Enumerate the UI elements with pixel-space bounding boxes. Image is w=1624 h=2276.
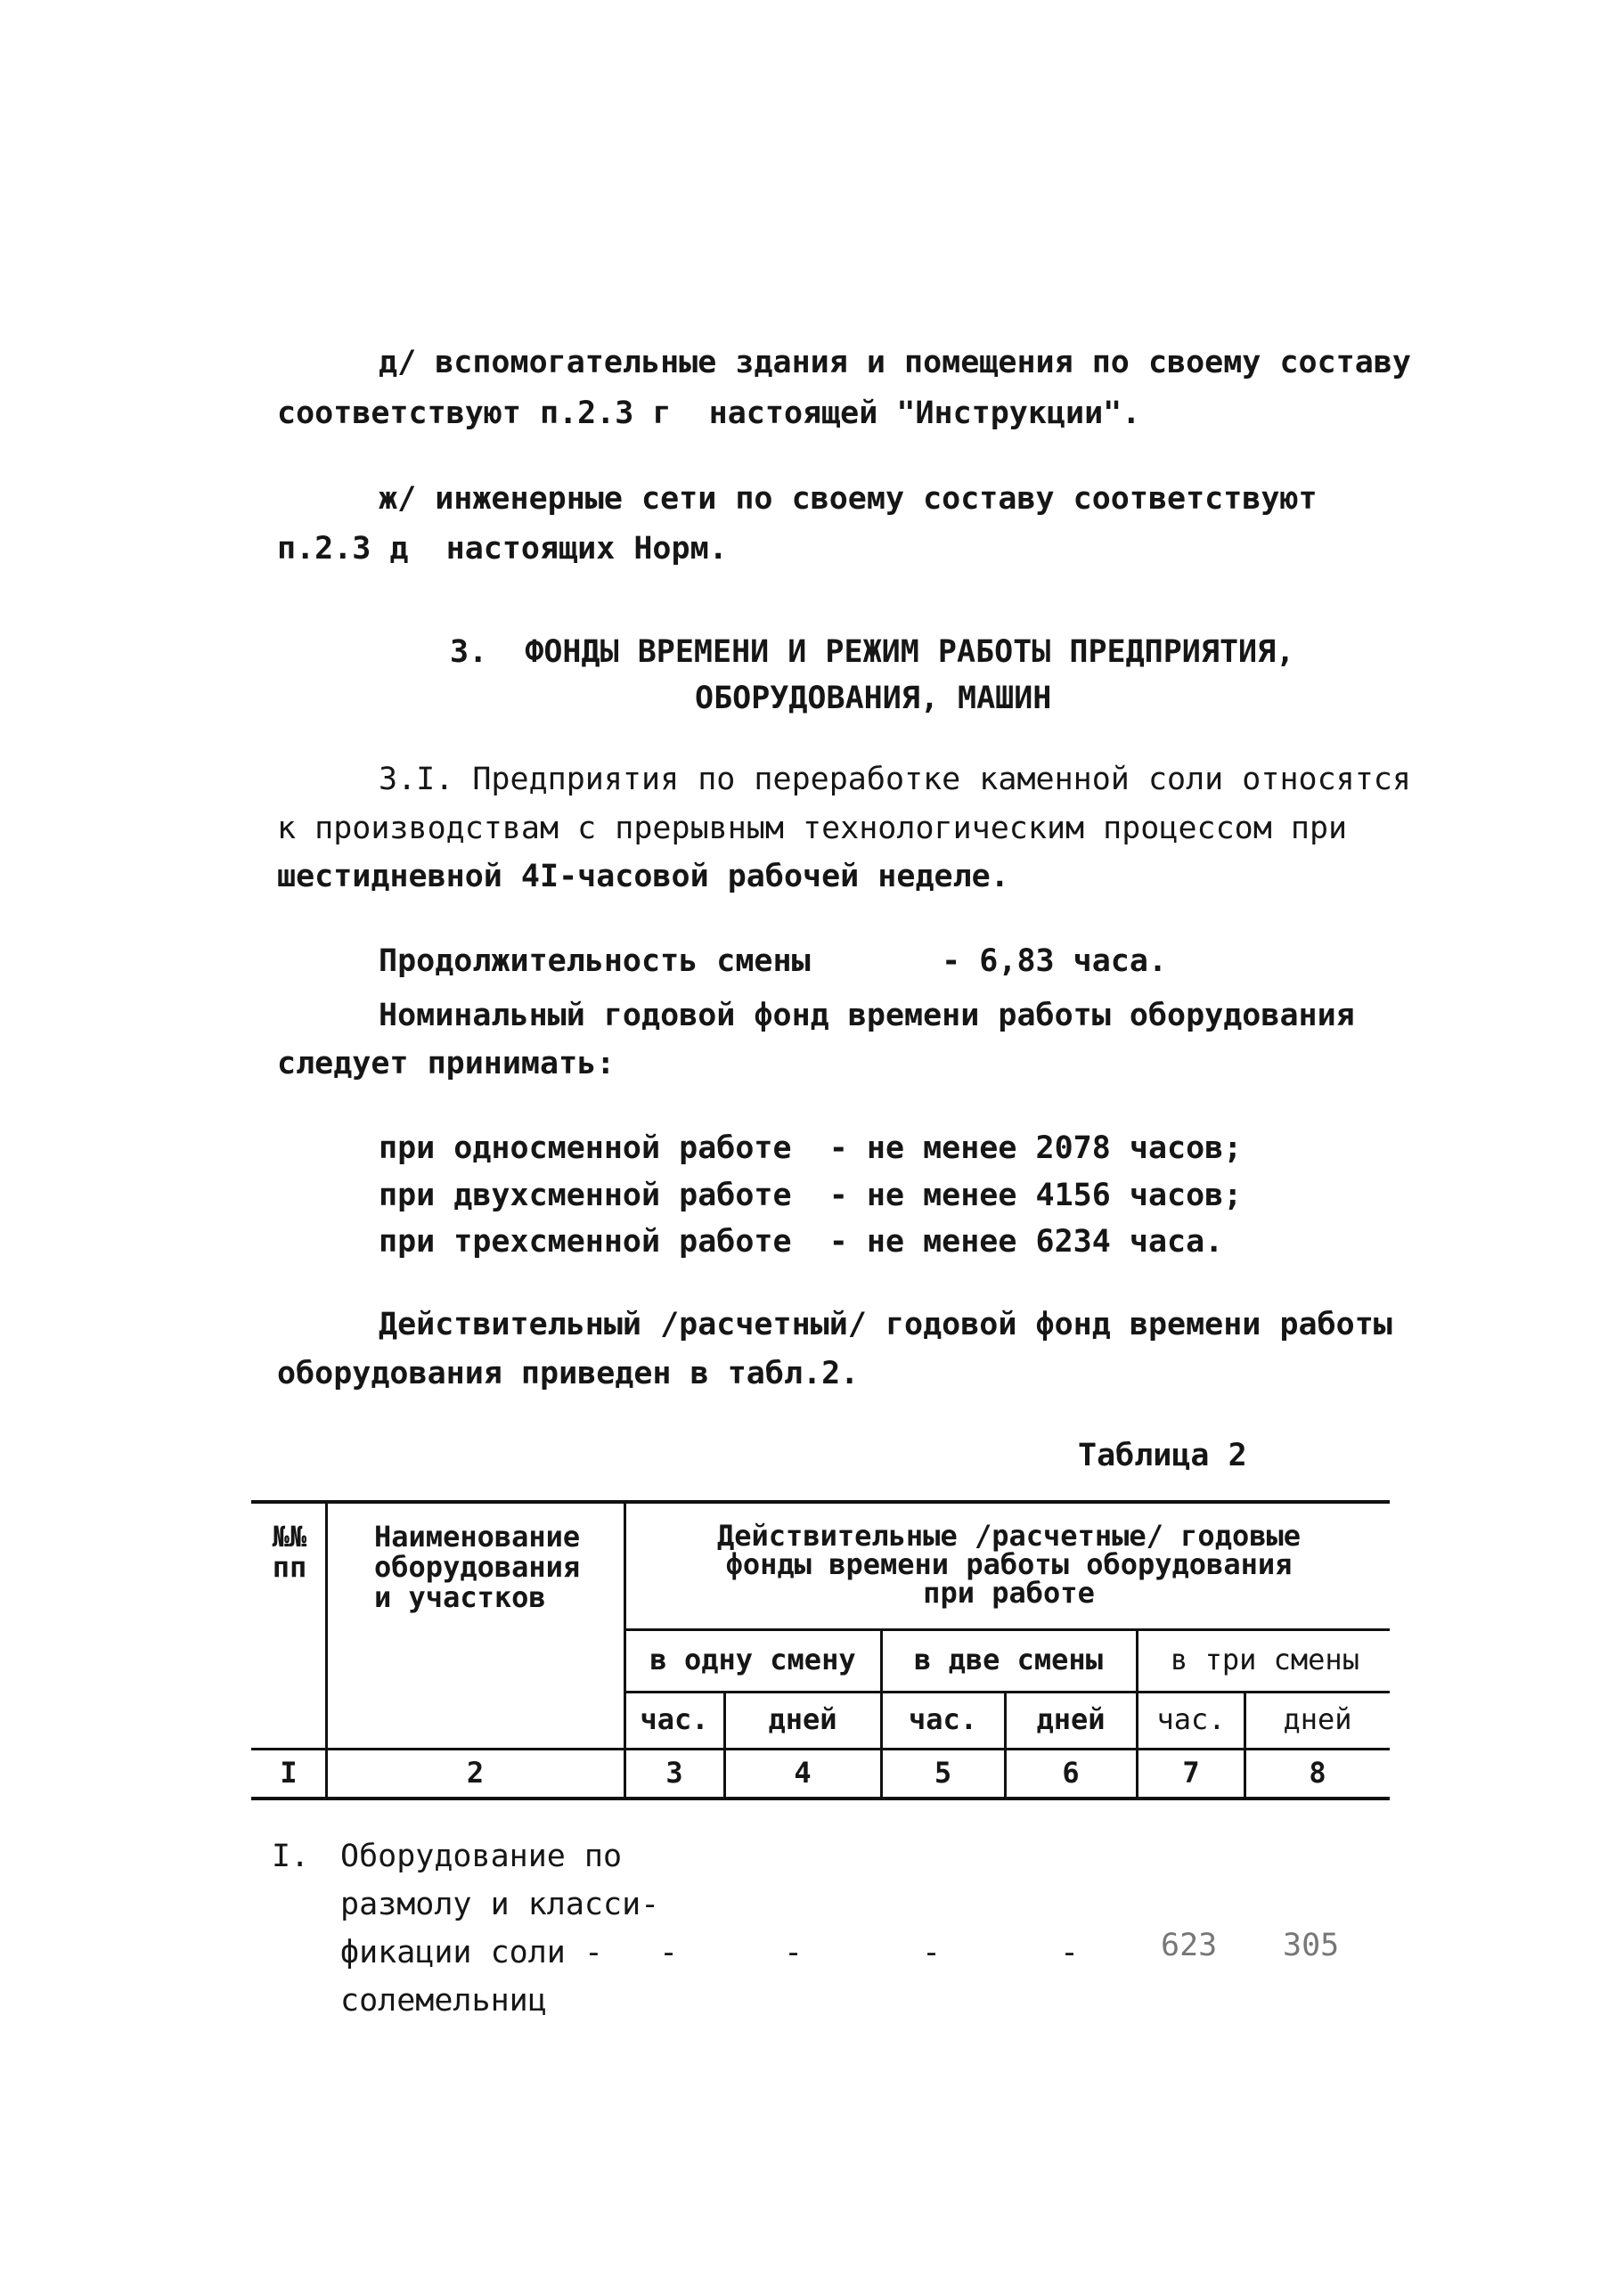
row-number: I. bbox=[272, 1839, 310, 1874]
table-divider-col2 bbox=[624, 1500, 626, 1800]
column-number-7: 7 bbox=[1182, 1756, 1200, 1790]
shift-header-three: в три смены bbox=[1171, 1643, 1359, 1676]
table-subheader-rule bbox=[624, 1628, 1390, 1631]
column-number-6: 6 bbox=[1062, 1756, 1080, 1790]
shift-mode-three: при трехсменной работе - не менее 6234 часа. bbox=[379, 1224, 1224, 1260]
paragraph-d-line-2: соответствуют п.2.3 г настоящей "Инструкции". bbox=[277, 396, 1141, 431]
row-name-line-4: солемельниц bbox=[340, 1983, 547, 2019]
paragraph-zh-line-2: п.2.3 д настоящих Норм. bbox=[277, 531, 728, 567]
section-title-line-1: 3. ФОНДЫ ВРЕМЕНИ И РЕЖИМ РАБОТЫ ПРЕДПРИЯТИЯ, bbox=[450, 634, 1295, 670]
unit-header-3: час. bbox=[908, 1702, 978, 1736]
column-number-4: 4 bbox=[794, 1756, 812, 1790]
section-title-line-2: ОБОРУДОВАНИЯ, МАШИН bbox=[695, 681, 1052, 716]
table-divider-unit2 bbox=[1004, 1691, 1007, 1800]
shift-mode-one: при односменной работе - не менее 2078 часов; bbox=[379, 1130, 1243, 1166]
row-name-line-3: фикации соли - bbox=[340, 1935, 604, 1970]
unit-header-1: час. bbox=[640, 1702, 709, 1736]
table-numbers-top-rule bbox=[251, 1748, 1390, 1750]
column-number-5: 5 bbox=[934, 1756, 952, 1790]
row-name-line-1: Оборудование по bbox=[340, 1839, 623, 1874]
column-number-1: I bbox=[280, 1756, 298, 1790]
shift-mode-two: при двухсменной работе - не менее 4156 часов; bbox=[379, 1178, 1243, 1213]
clause-3-1-line-2: к производствам с прерывным технологическим процессом при bbox=[277, 811, 1348, 846]
paragraph-d-line-1: д/ вспомогательные здания и помещения по своему составу bbox=[379, 345, 1411, 380]
table-caption: Таблица 2 bbox=[1078, 1438, 1247, 1473]
shift-header-two: в две смены bbox=[914, 1643, 1103, 1676]
table-divider-unit1 bbox=[723, 1691, 726, 1800]
unit-header-6: дней bbox=[1283, 1702, 1352, 1736]
col-header-number: №№ пп bbox=[272, 1520, 307, 1584]
clause-3-1-line-1: 3.I. Предприятия по переработке каменной соли относятся bbox=[379, 762, 1411, 797]
row-value-col8: 305 bbox=[1283, 1928, 1340, 1963]
unit-header-4: дней bbox=[1036, 1702, 1106, 1736]
paragraph-zh-line-1: ж/ инженерные сети по своему составу соответствуют bbox=[379, 481, 1318, 517]
col-header-group: Действительные /расчетные/ годовые фонды времени работы оборудования при работе bbox=[716, 1519, 1302, 1610]
row-value-col5: - bbox=[922, 1935, 942, 1970]
shift-duration: Продолжительность смены - 6,83 часа. bbox=[379, 943, 1168, 979]
unit-header-5: час. bbox=[1156, 1702, 1226, 1736]
actual-fund-line-2: оборудования приведен в табл.2. bbox=[277, 1356, 860, 1391]
table-numbers-bottom-rule bbox=[251, 1797, 1390, 1800]
row-value-col3: - bbox=[659, 1935, 679, 1970]
column-number-2: 2 bbox=[466, 1756, 485, 1790]
table-divider-unit3 bbox=[1244, 1691, 1246, 1800]
table-divider-shift2 bbox=[1136, 1628, 1138, 1800]
table-unit-rule bbox=[624, 1691, 1390, 1693]
nominal-fund-line-2: следует принимать: bbox=[277, 1046, 616, 1081]
row-value-col6: - bbox=[1060, 1935, 1080, 1970]
actual-fund-line-1: Действительный /расчетный/ годовой фонд времени работы bbox=[379, 1307, 1392, 1342]
shift-header-one: в одну смену bbox=[649, 1643, 856, 1676]
column-number-8: 8 bbox=[1309, 1756, 1326, 1790]
row-value-col4: - bbox=[784, 1935, 804, 1970]
clause-3-1-line-3: шестидневной 4I-часовой рабочей неделе. bbox=[277, 859, 1009, 894]
table-divider-shift1 bbox=[880, 1628, 883, 1800]
row-value-col7: 623 bbox=[1161, 1928, 1218, 1963]
row-name-line-2: размолу и класси- bbox=[340, 1887, 660, 1922]
unit-header-2: дней bbox=[768, 1702, 837, 1736]
column-number-3: 3 bbox=[665, 1756, 683, 1790]
table-top-rule bbox=[251, 1500, 1390, 1504]
table-divider-col1 bbox=[325, 1500, 328, 1800]
nominal-fund-line-1: Номинальный годовой фонд времени работы оборудования bbox=[379, 998, 1355, 1033]
col-header-name: Наименование оборудования и участков bbox=[374, 1520, 581, 1614]
